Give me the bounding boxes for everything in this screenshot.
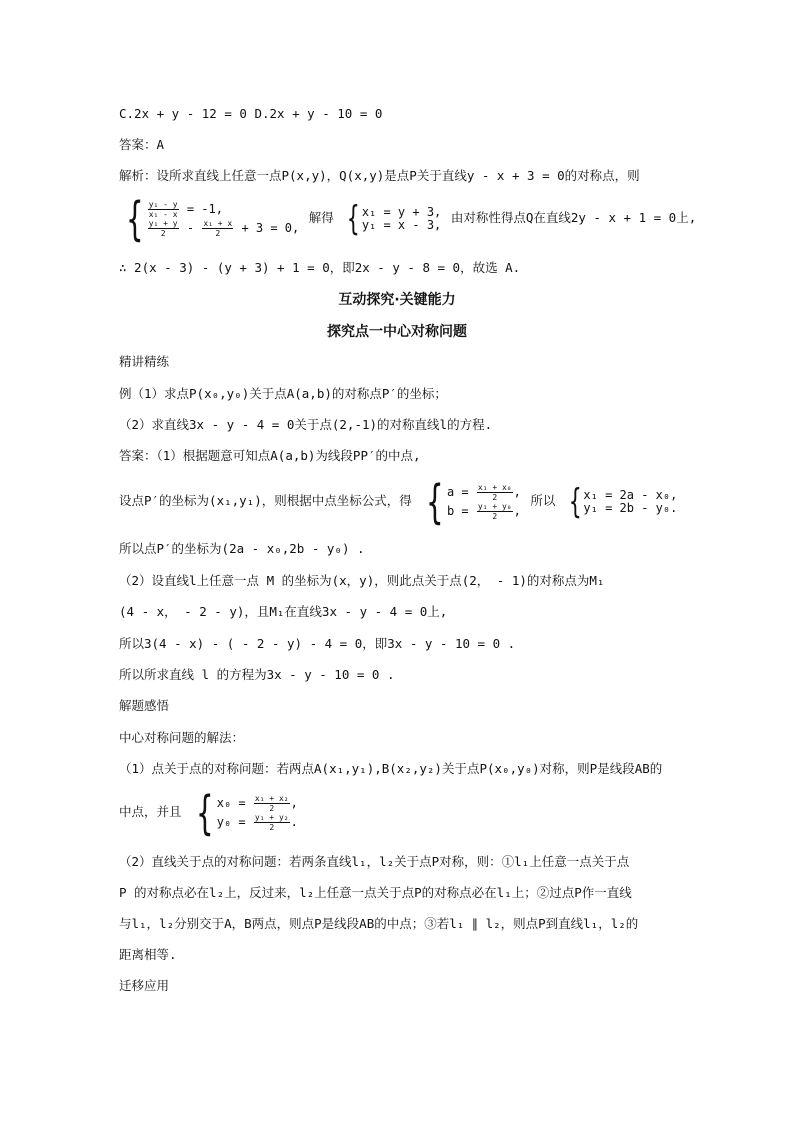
answer-part-1: 答案：（1）根据题意可知点A(a,b)为线段PP′的中点,	[119, 448, 421, 463]
answer-line: 答案：A	[119, 137, 165, 152]
fraction: $\frac{\text{x₁ + x}}{2}$	[203, 218, 233, 238]
method-2-cont-1: P 的对称点必在l₂上，反过来，l₂上任意一点关于点P的对称点必在l₁上；②过点P作一直线	[119, 885, 632, 900]
solution-system: { x₁ = y + 3, y₁ = x - 3,	[347, 198, 442, 239]
method-intro: 中心对称问题的解法：	[119, 730, 245, 745]
fraction: $\frac{\text{y₁ + y}}{2}$	[148, 218, 178, 238]
example-part-2: （2）求直线3x - y - 4 = 0关于点(2,-1)的对称直线l的方程.	[119, 417, 493, 432]
section-heading: 互动探究·关键能力	[338, 292, 456, 308]
analysis-system-line: { $\frac{\text{y₁ - y}}{\text{x₁ - x}}$ = -1, $\frac{\text{y₁ + y}}{2}$ - $\frac{\text{x₁ + x}}{2}$ + 3 = 0, 解得 { x₁ = y + 3, y₁ = x - 3, 由对称性得点Q在直线2y - x + 1 = 0上,	[119, 190, 696, 246]
label-practice: 精讲精练	[119, 354, 170, 369]
midpoint-system: { a = $\frac{\text{x₁ + x₀}}{2}$ , b = $\frac{\text{y₁ + y₀}}{2}$ ,	[426, 474, 521, 529]
midpoint-formula: { x₀ = $\frac{\text{x₁ + x₂}}{2}$ , y₀ = $\frac{\text{y₁ + y₂}}{2}$ .	[196, 785, 298, 840]
method-1: （1）点关于点的对称问题：若两点A(x₁,y₁),B(x₂,y₂)关于点P(x₀,y₀)对称，则P是线段AB的	[119, 761, 663, 776]
method-2: （2）直线关于点的对称问题：若两条直线l₁，l₂关于点P对称，则：①l₁上任意一点关于点	[119, 854, 630, 869]
analysis-line: 解析：设所求直线上任意一点P(x,y)，Q(x,y)是点P关于直线y - x + 3 = 0的对称点，则	[119, 168, 640, 183]
method-2-cont-3: 距离相等.	[119, 947, 177, 962]
answer-part-2-result: 所以所求直线 l 的方程为3x - y - 10 = 0 .	[119, 667, 395, 682]
method-2-cont-2: 与l₁，l₂分别交于A，B两点，则点P是线段AB的中点；③若l₁ ∥ l₂，则点P到直线l₁，l₂的	[119, 916, 639, 931]
answer-p-prime: 所以点P′的坐标为(2a - x₀,2b - y₀) .	[119, 541, 365, 556]
subsection-heading: 探究点一中心对称问题	[327, 324, 467, 340]
system-row-1: $\frac{\text{y₁ - y}}{\text{x₁ - x}}$ = -1,	[148, 199, 223, 219]
answer-part-2-eq: 所以3(4 - x) - ( - 2 - y) - 4 = 0，即3x - y - 10 = 0 .	[119, 636, 516, 651]
system-row-2: $\frac{\text{y₁ + y}}{2}$ - $\frac{\text{x₁ + x}}{2}$ + 3 = 0,	[148, 218, 300, 238]
method-1-formula: 中点，并且 { x₀ = $\frac{\text{x₁ + x₂}}{2}$ , y₀ = $\frac{\text{y₁ + y₂}}{2}$ .	[119, 785, 298, 840]
fraction: $\frac{\text{y₁ - y}}{\text{x₁ - x}}$	[148, 199, 178, 219]
answer-part-2: （2）设直线l上任意一点 M 的坐标为(x，y)，则此点关于点(2， - 1)的对称点为M₁	[119, 573, 605, 588]
answer-part-2-cont: (4 - x， - 2 - y)，且M₁在直线3x - y - 4 = 0上,	[119, 604, 448, 619]
label-transfer: 迁移应用	[119, 978, 170, 993]
label-insight: 解题感悟	[119, 698, 170, 713]
option-line: C.2x + y - 12 = 0 D.2x + y - 10 = 0	[119, 106, 383, 121]
midpoint-formula-line: 设点P′的坐标为(x₁,y₁)，则根据中点坐标公式，得 { a = $\frac{\text{x₁ + x₀}}{2}$ , b = $\frac{\text{y₁ + y₀}}{2}$ , 所以 { x₁ = 2a - x₀, y₁ = 2b - y₀.	[119, 474, 678, 529]
conclusion-line: ∴ 2(x - 3) - (y + 3) + 1 = 0，即2x - y - 8 = 0，故选 A.	[119, 260, 521, 275]
equation-system: { $\frac{\text{y₁ - y}}{\text{x₁ - x}}$ = -1, $\frac{\text{y₁ + y}}{2}$ - $\frac{\text{x₁ + x}}{2}$ + 3 = 0,	[126, 191, 300, 246]
example-part-1: 例（1）求点P(x₀,y₀)关于点A(a,b)的对称点P′的坐标；	[119, 386, 447, 401]
result-system: { x₁ = 2a - x₀, y₁ = 2b - y₀.	[569, 481, 678, 522]
